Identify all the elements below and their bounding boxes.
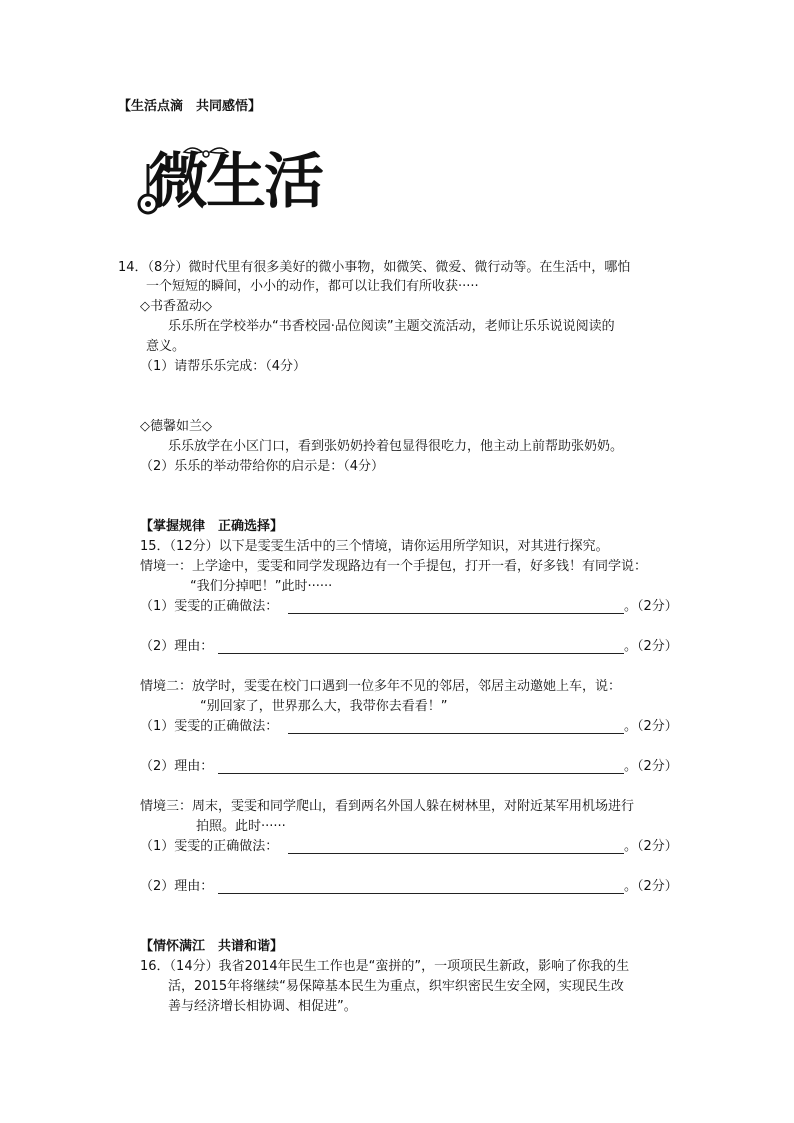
q15-scenario1-line1: 情境一：上学途中，雯雯和同学发现路边有一个手提包，打开一看，好多钱！有同学说： xyxy=(140,559,648,574)
q14-question2: （2）乐乐的举动带给你的启示是：（4分） xyxy=(140,459,385,474)
q14-line1: 14．（8分）微时代里有很多美好的微小事物，如微笑、微爱、微行动等。在生活中，哪怕 xyxy=(118,260,631,275)
q15-s1-reason-score: 。（2分） xyxy=(624,639,678,654)
q16-line3: 善与经济增长相协调、相促进”。 xyxy=(168,999,357,1014)
q15-s2-answer-score: 。（2分） xyxy=(624,719,678,734)
q15-s3-answer-score: 。（2分） xyxy=(624,839,678,854)
micro-life-logo xyxy=(132,142,342,224)
q15-s3-answer-label: （1）雯雯的正确做法： xyxy=(140,839,279,854)
q14-sub1-title: ◇书香盈动◇ xyxy=(140,299,212,314)
q15-s2-reason-line[interactable] xyxy=(218,773,624,774)
q15-s1-reason-label: （2）理由： xyxy=(140,639,214,654)
q14-line2: 一个短短的瞬间，小小的动作，都可以让我们有所收获····· xyxy=(146,279,479,294)
q15-s3-reason-line[interactable] xyxy=(218,893,624,894)
logo-text: 微生活 xyxy=(148,147,322,217)
q15-intro: 15．（12分）以下是雯雯生活中的三个情境，请你运用所学知识，对其进行探究。 xyxy=(140,539,609,554)
section-heading-harmony: 【情怀满江 共谱和谐】 xyxy=(140,939,284,954)
q15-s3-answer-line[interactable] xyxy=(288,853,624,854)
q15-s2-answer-label: （1）雯雯的正确做法： xyxy=(140,719,279,734)
q15-s1-answer-score: 。（2分） xyxy=(624,599,678,614)
q15-s2-answer-line[interactable] xyxy=(288,733,624,734)
q15-scenario1-line2: “我们分掉吧！”此时······ xyxy=(190,579,333,594)
q14-sub2-title: ◇德馨如兰◇ xyxy=(140,419,212,434)
q15-s1-answer-label: （1）雯雯的正确做法： xyxy=(140,599,279,614)
q16-line1: 16．（14分）我省2014年民生工作也是“蛮拼的”，一项项民生新政，影响了你我的生 xyxy=(140,959,630,974)
q15-s3-reason-score: 。（2分） xyxy=(624,879,678,894)
q16-line2: 活，2015年将继续“易保障基本民生为重点，织牢织密民生安全网，实现民生改 xyxy=(168,979,624,994)
q15-scenario3-line1: 情境三：周末，雯雯和同学爬山，看到两名外国人躲在树林里，对附近某军用机场进行 xyxy=(140,799,635,814)
q15-scenario3-line2: 拍照。此时······ xyxy=(196,819,286,834)
q15-scenario2-line1: 情境二：放学时，雯雯在校门口遇到一位多年不见的邻居，邻居主动邀她上车，说： xyxy=(140,679,622,694)
section-heading-rules: 【掌握规律 正确选择】 xyxy=(140,519,284,534)
q15-s1-answer-line[interactable] xyxy=(288,613,624,614)
section-heading-life: 【生活点滴 共同感悟】 xyxy=(118,99,262,114)
q15-s2-reason-score: 。（2分） xyxy=(624,759,678,774)
q14-question1: （1）请帮乐乐完成：（4分） xyxy=(140,359,307,374)
q15-s1-reason-line[interactable] xyxy=(218,653,624,654)
q14-sub1-line1: 乐乐所在学校举办“书香校园·品位阅读”主题交流活动，老师让乐乐说说阅读的 xyxy=(168,319,615,334)
q15-s2-reason-label: （2）理由： xyxy=(140,759,214,774)
q14-sub1-line2: 意义。 xyxy=(146,339,186,354)
q15-s3-reason-label: （2）理由： xyxy=(140,879,214,894)
q15-scenario2-line2: “别回家了，世界那么大，我带你去看看！” xyxy=(200,699,448,714)
q14-sub2-line1: 乐乐放学在小区门口，看到张奶奶拎着包显得很吃力，他主动上前帮助张奶奶。 xyxy=(168,439,624,454)
